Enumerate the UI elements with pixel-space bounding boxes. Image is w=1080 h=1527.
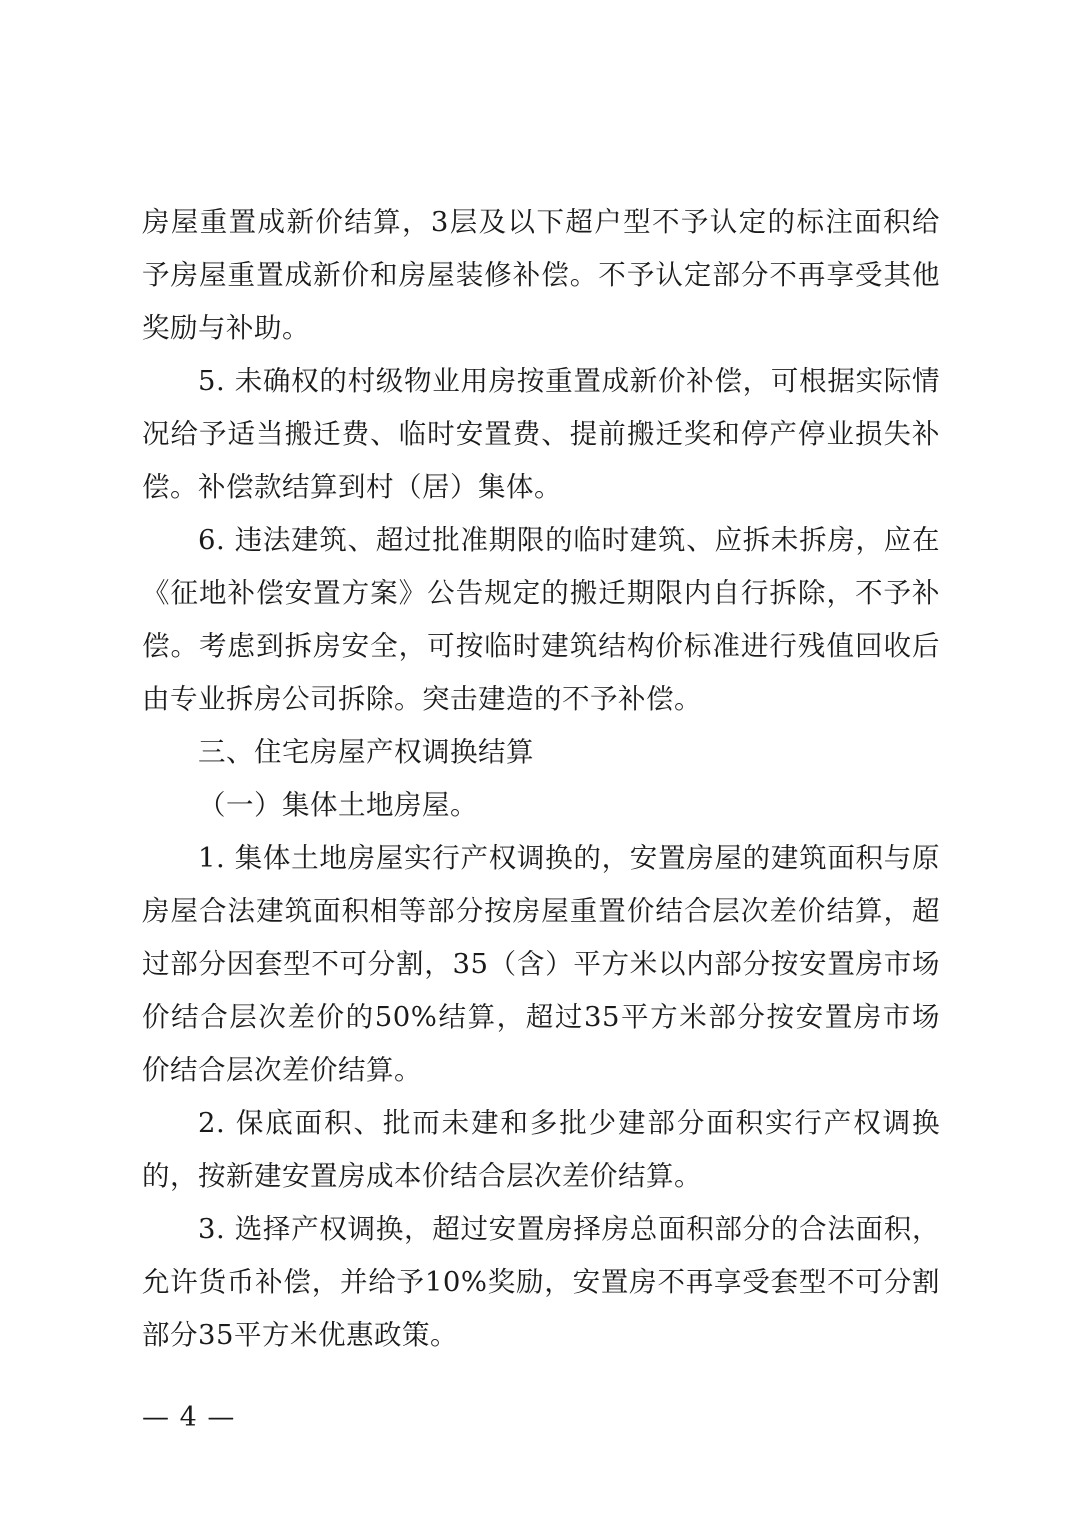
page-number: — 4 — (142, 1402, 236, 1433)
paragraph-item-5: 5. 未确权的村级物业用房按重置成新价补偿，可根据实际情况给予适当搬迁费、临时安置费、提前搬迁奖和停产停业损失补偿。补偿款结算到村（居）集体。 (142, 365, 940, 503)
paragraph-item-2: 2. 保底面积、批而未建和多批少建部分面积实行产权调换的，按新建安置房成本价结合层次差价结算。 (142, 1107, 940, 1192)
paragraph-item-1: 1. 集体土地房屋实行产权调换的，安置房屋的建筑面积与原房屋合法建筑面积相等部分按房屋重置价结合层次差价结算，超过部分因套型不可分割，35（含）平方米以内部分按安置房市场价结合层次差价的50%结算，超过35平方米部分按安置房市场价结合层次差价结算。 (142, 842, 940, 1086)
section-heading: 三、住宅房屋产权调换结算 (198, 736, 534, 768)
subsection-heading: （一）集体土地房屋。 (198, 789, 478, 821)
paragraph-continuation: 房屋重置成新价结算，3层及以下超户型不予认定的标注面积给予房屋重置成新价和房屋装修补偿。不予认定部分不再享受其他奖励与补助。 (142, 206, 940, 344)
document-body (142, 196, 940, 1362)
paragraph-item-3: 3. 选择产权调换，超过安置房择房总面积部分的合法面积，允许货币补偿，并给予10%奖励，安置房不再享受套型不可分割部分35平方米优惠政策。 (142, 1213, 940, 1351)
paragraph-item-6: 6. 违法建筑、超过批准期限的临时建筑、应拆未拆房，应在《征地补偿安置方案》公告规定的搬迁期限内自行拆除，不予补偿。考虑到拆房安全，可按临时建筑结构价标准进行残值回收后由专业拆房公司拆除。突击建造的不予补偿。 (142, 524, 940, 715)
